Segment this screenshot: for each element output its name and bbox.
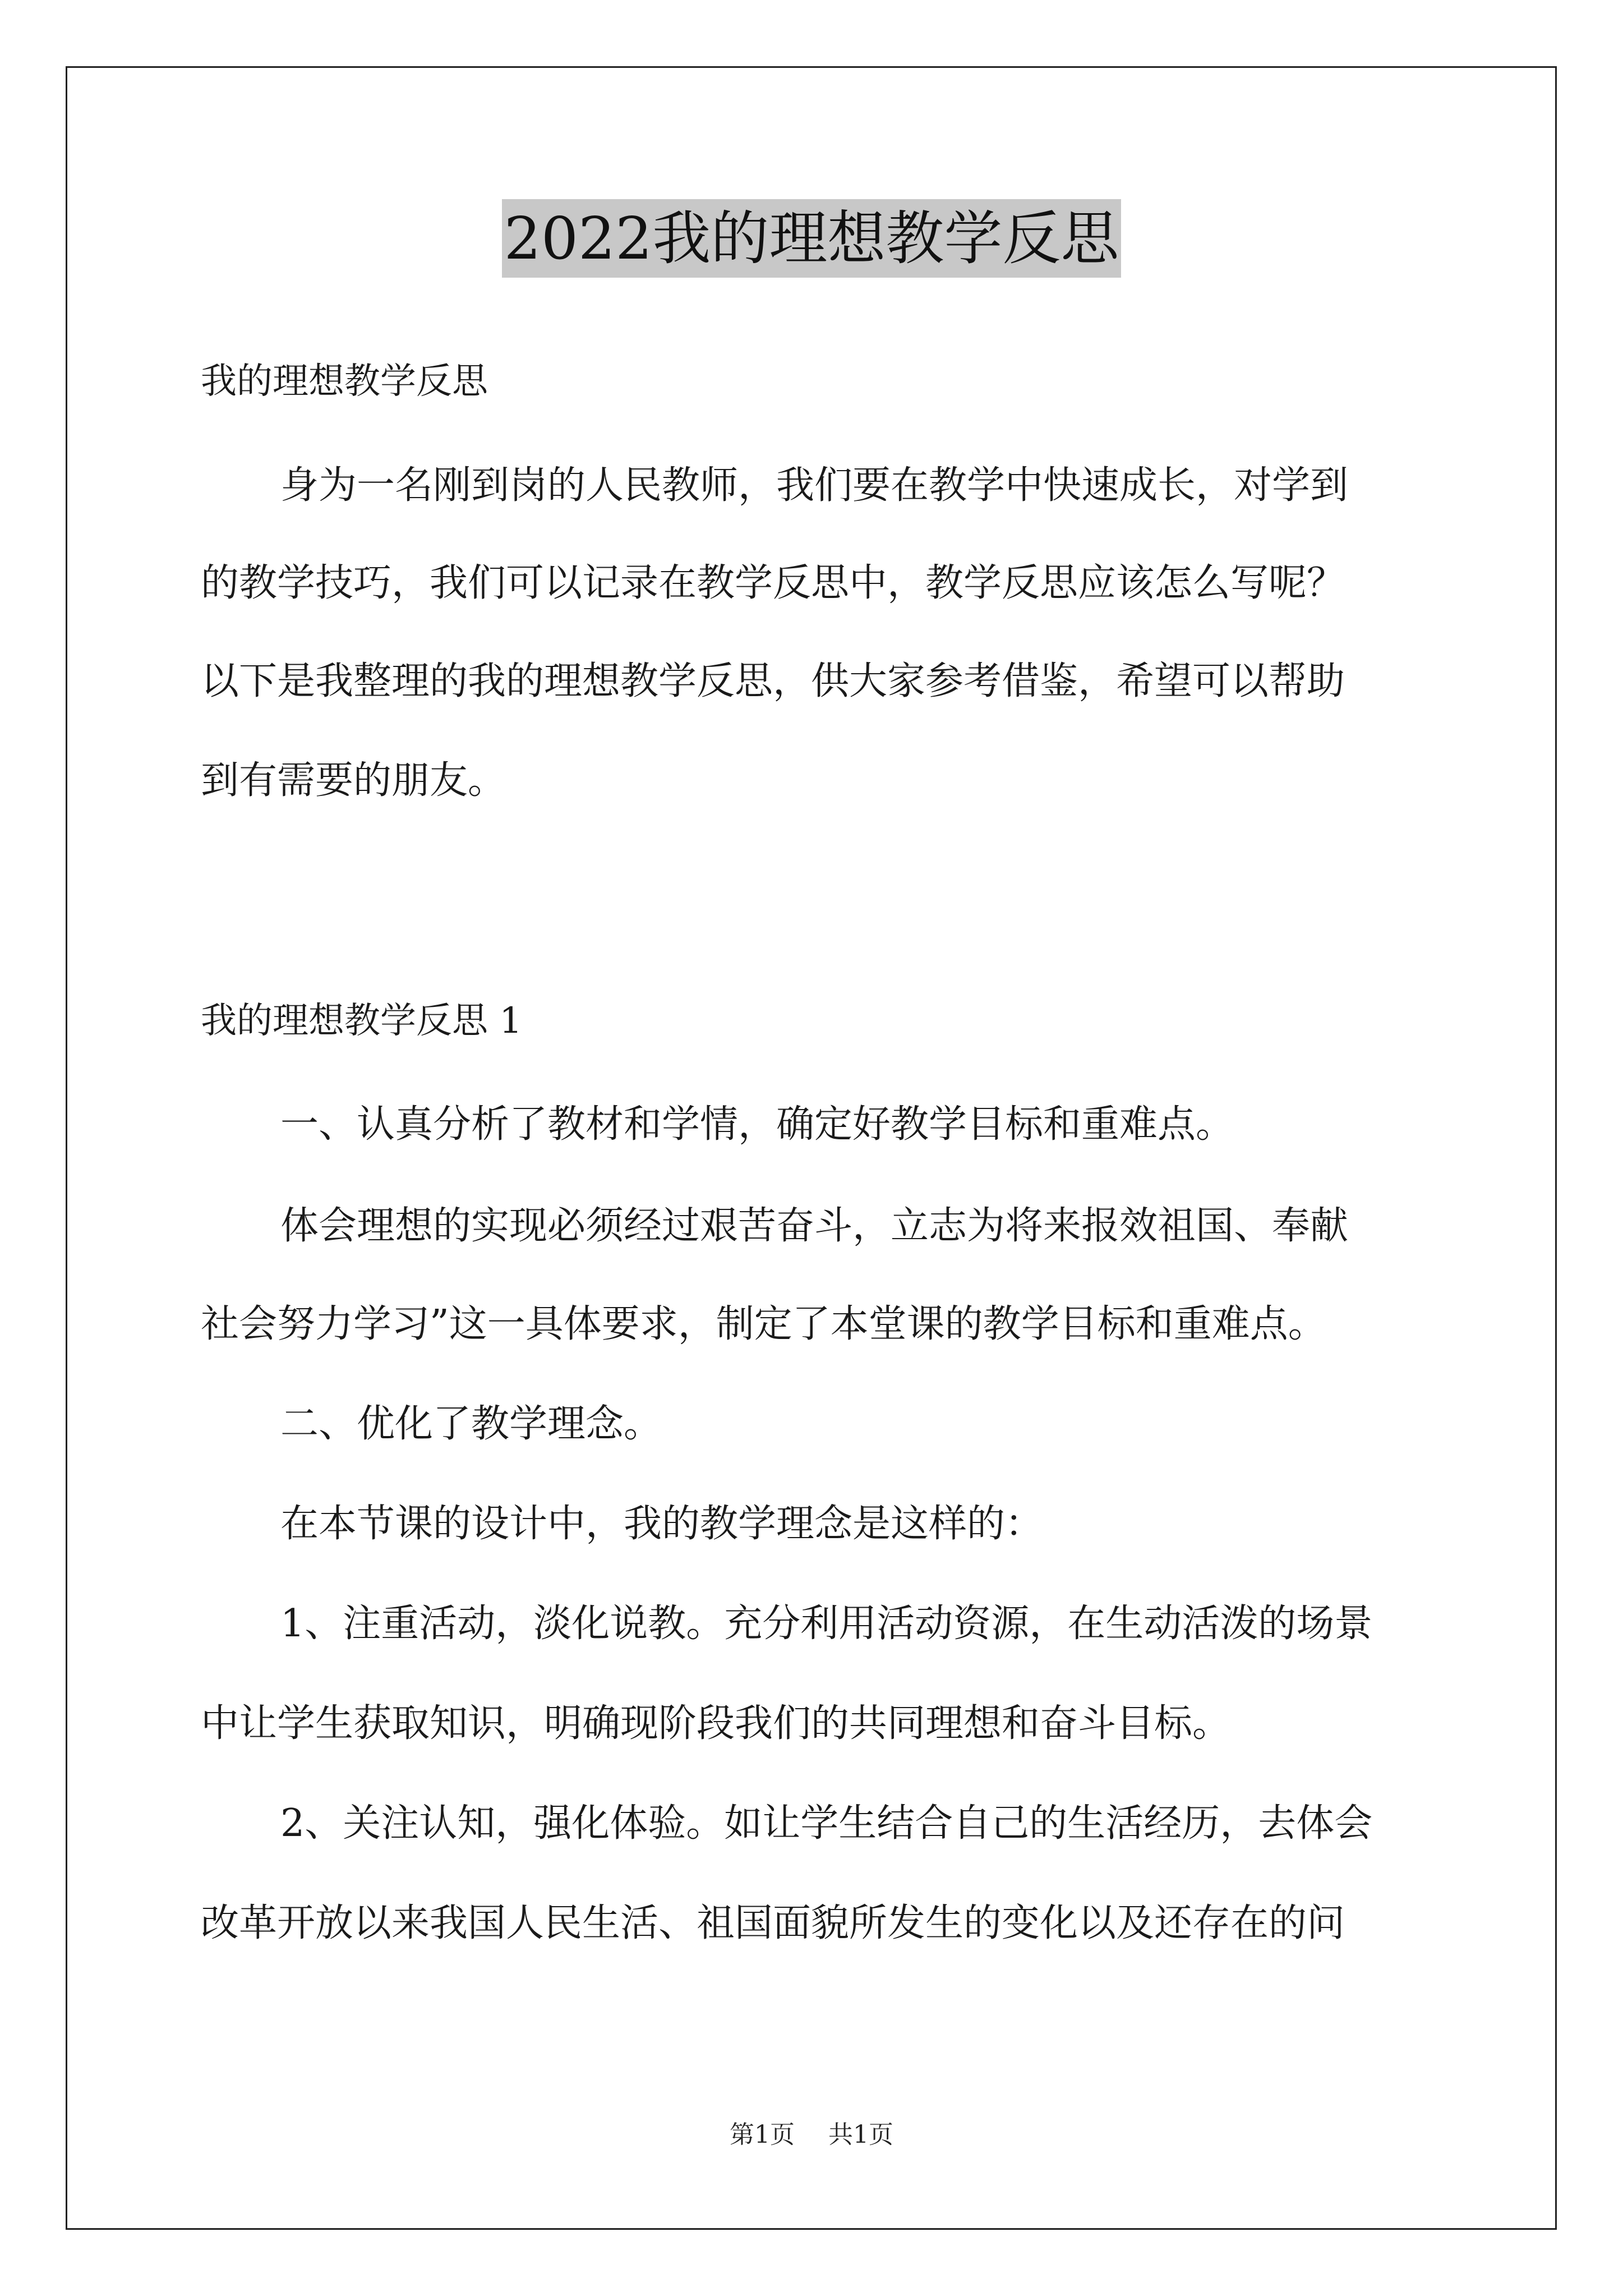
section-line-5: 在本节课的设计中，我的教学理念是这样的： xyxy=(280,1502,1044,1546)
section-line-1: 一、认真分析了教材和学情，确定好教学目标和重难点。 xyxy=(280,1102,1234,1147)
intro-line-3: 以下是我整理的我的理想教学反思，供大家参考借鉴，希望可以帮助 xyxy=(201,659,1345,703)
section-line-4: 二、优化了教学理念。 xyxy=(280,1402,662,1446)
page-footer xyxy=(0,2119,1623,2151)
section-line-8: 2、关注认知，强化体验。如让学生结合自己的生活经历，去体会 xyxy=(280,1801,1373,1846)
section-line-9: 改革开放以来我国人民生活、祖国面貌所发生的变化以及还存在的问 xyxy=(201,1901,1345,1945)
page-number: 第1页 xyxy=(730,2120,795,2149)
section-line-2: 体会理想的实现必须经过艰苦奋斗，立志为将来报效祖国、奉献 xyxy=(280,1204,1349,1248)
document-title: 2022我的理想教学反思 xyxy=(502,199,1122,278)
intro-line-2: 的教学技巧，我们可以记录在教学反思中，教学反思应该怎么写呢？ xyxy=(201,561,1345,605)
section-line-7: 中让学生获取知识，明确现阶段我们的共同理想和奋斗目标。 xyxy=(201,1701,1231,1746)
title-container xyxy=(0,199,1623,278)
section-line-3: 社会努力学习”这一具体要求，制定了本堂课的教学目标和重难点。 xyxy=(201,1302,1326,1346)
intro-line-4: 到有需要的朋友。 xyxy=(201,758,506,803)
section-heading: 我的理想教学反思 1 xyxy=(201,1000,523,1042)
page-count: 共1页 xyxy=(828,2120,893,2149)
intro-line-1: 身为一名刚到岗的人民教师，我们要在教学中快速成长，对学到 xyxy=(280,463,1349,508)
intro-heading: 我的理想教学反思 xyxy=(201,361,488,402)
section-line-6: 1、注重活动，淡化说教。充分利用活动资源，在生动活泼的场景 xyxy=(280,1602,1373,1646)
